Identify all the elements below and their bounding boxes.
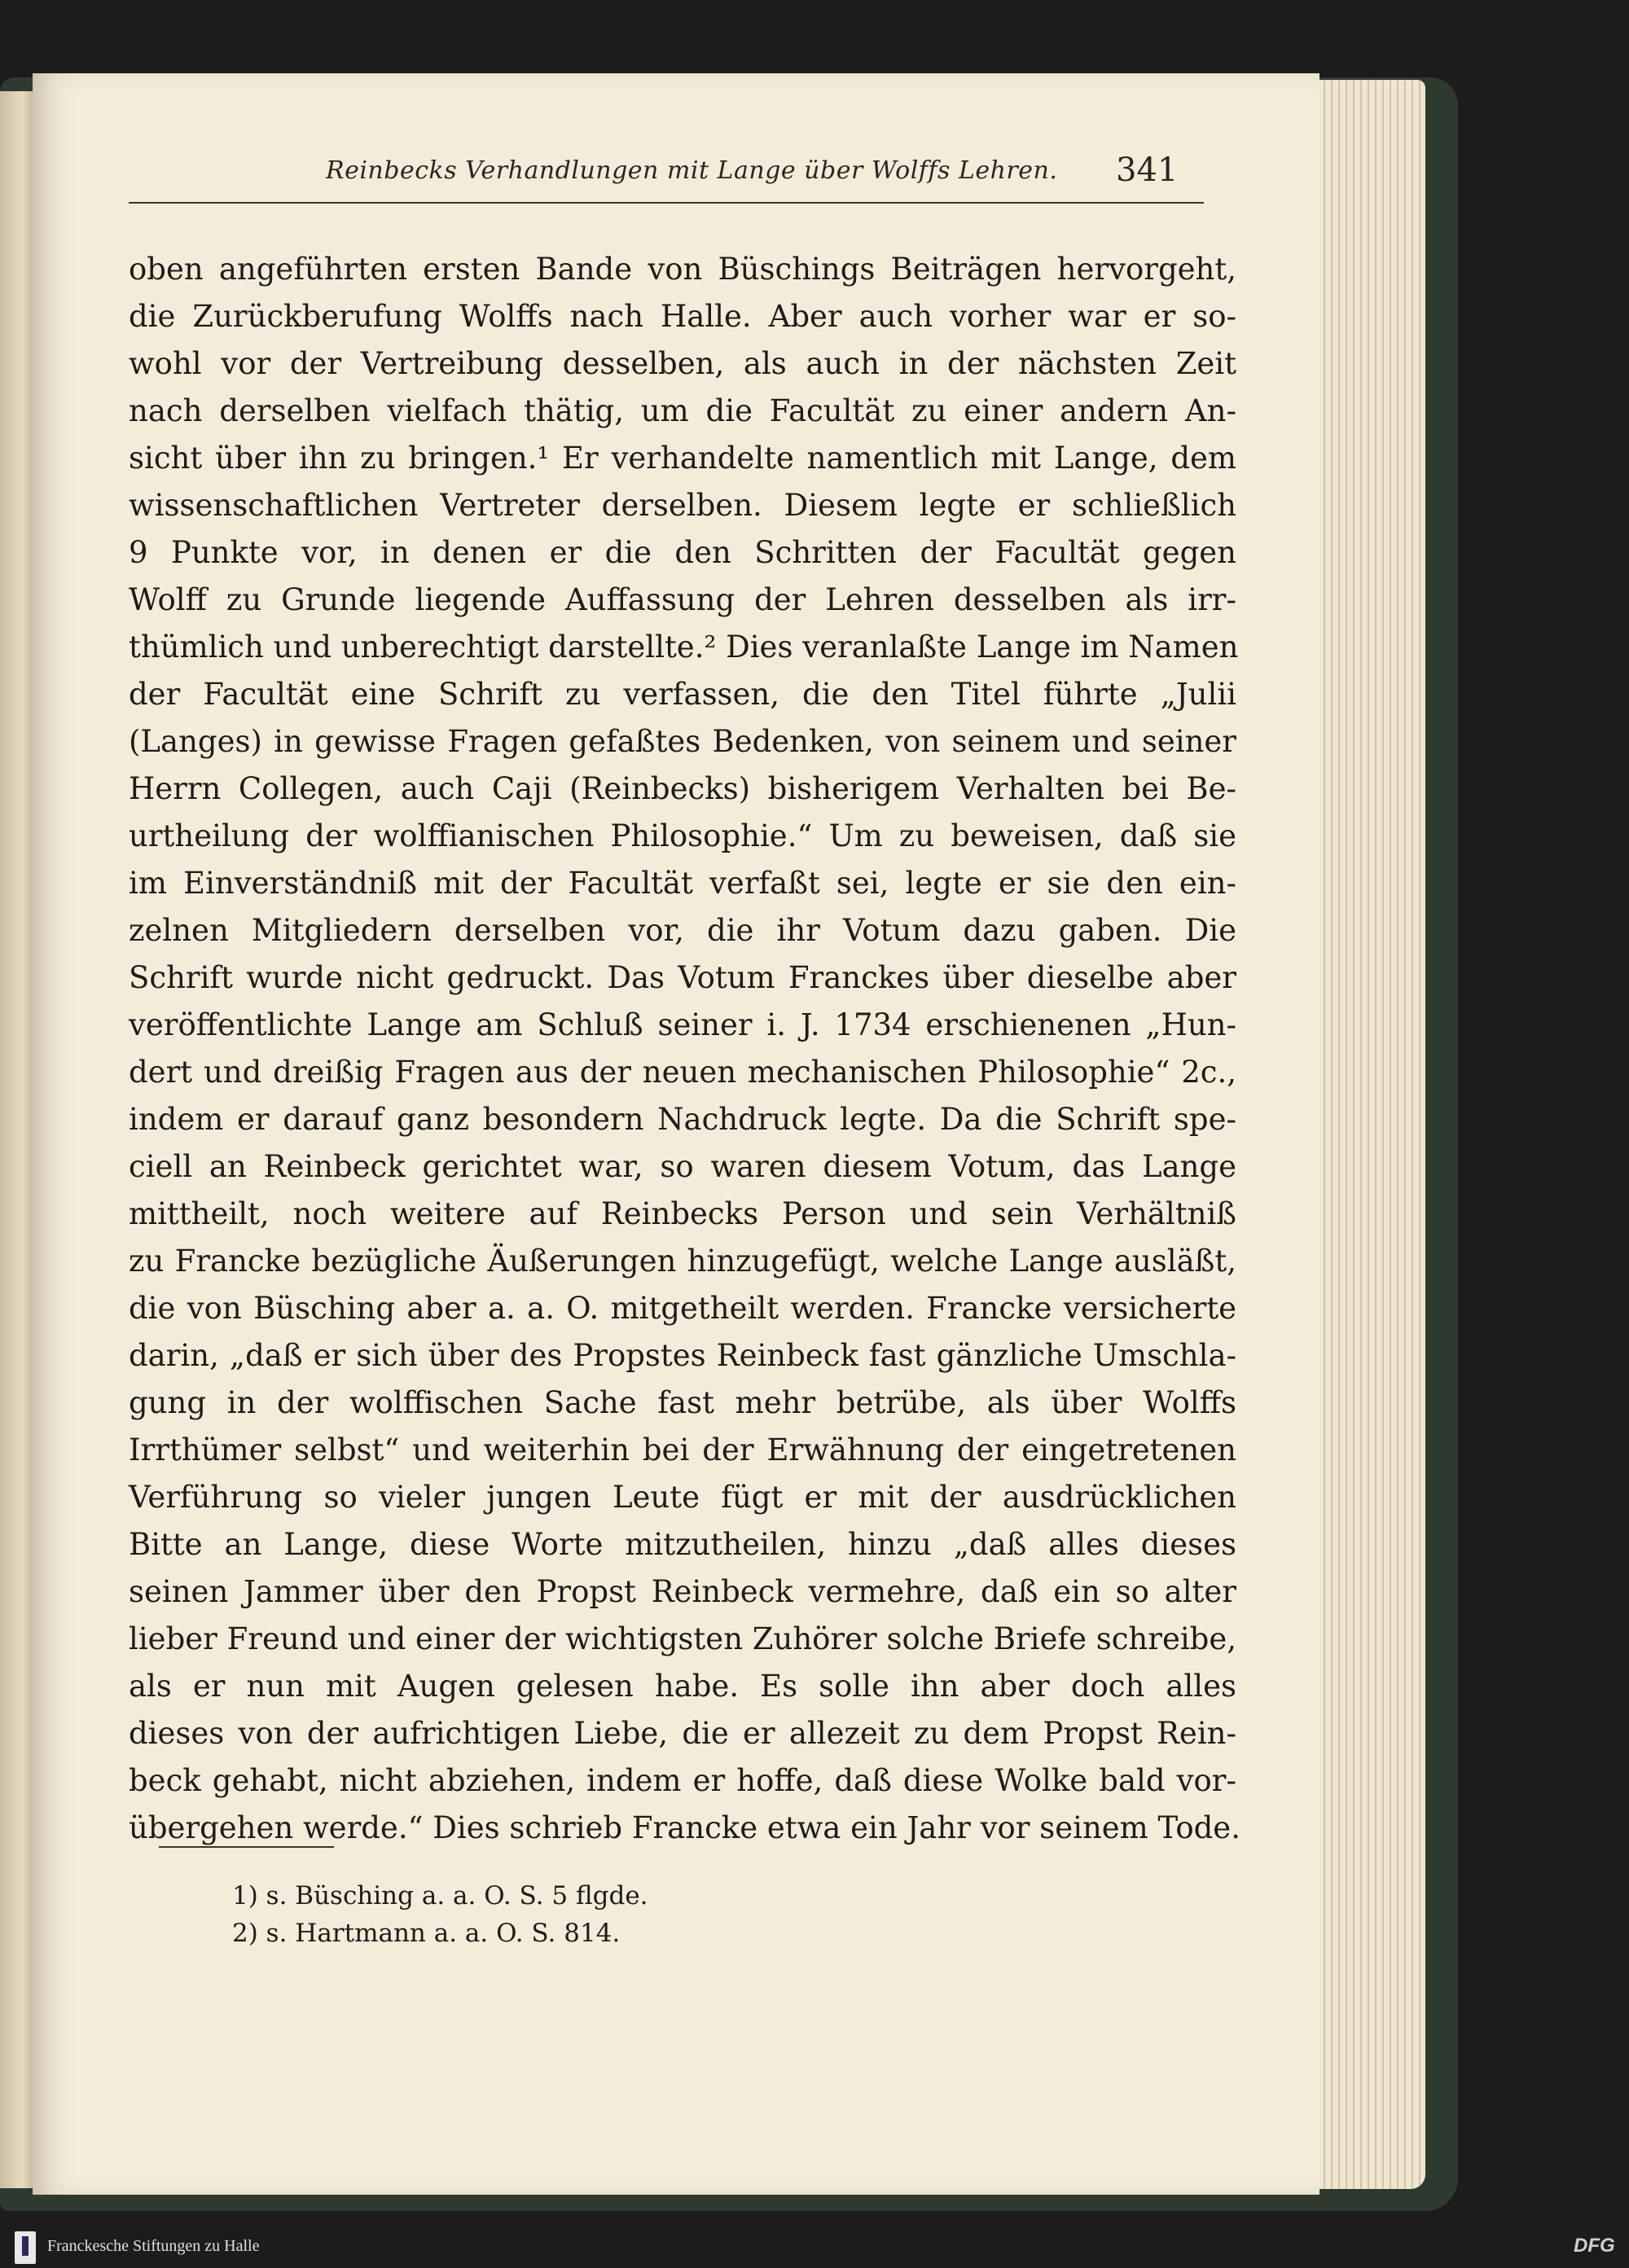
footnote-rule	[159, 1846, 334, 1848]
text-line: seinen Jammer über den Propst Reinbeck vermehre, daß ein so alter	[129, 1574, 1236, 1609]
text-line: wissenschaftlichen Vertreter derselben. Diesem legte er schließlich	[129, 488, 1236, 523]
text-line: urtheilung der wolffianischen Philosophie.“ Um zu beweisen, daß sie	[129, 818, 1236, 853]
text-line: Herrn Collegen, auch Caji (Reinbecks) bisherigem Verhalten bei Be-	[129, 771, 1236, 806]
running-head-title: Reinbecks Verhandlungen mit Lange über Wolffs Lehren.	[326, 156, 1058, 185]
text-line: wohl vor der Vertreibung desselben, als auch in der nächsten Zeit	[129, 346, 1236, 381]
book-page	[33, 73, 1319, 2195]
page-edges	[1303, 80, 1425, 2189]
text-line: zelnen Mitgliedern derselben vor, die ihr Votum dazu gaben. Die	[129, 913, 1236, 948]
body-text	[129, 246, 1240, 1852]
text-line: oben angeführten ersten Bande von Büschings Beiträgen hervorgeht,	[129, 252, 1236, 287]
text-line: sicht über ihn zu bringen.¹ Er verhandelte namentlich mit Lange, dem	[129, 441, 1236, 476]
text-line: die von Büsching aber a. a. O. mitgetheilt werden. Francke versicherte	[129, 1291, 1236, 1326]
text-line: ciell an Reinbeck gerichtet war, so waren diesem Votum, das Lange	[129, 1149, 1236, 1184]
text-line: Wolff zu Grunde liegende Auffassung der Lehren desselben als irr-	[129, 582, 1236, 617]
text-line: Bitte an Lange, diese Worte mitzutheilen, hinzu „daß alles dieses	[129, 1527, 1236, 1562]
text-line: thümlich und unberechtigt darstellte.² Dies veranlaßte Lange im Namen	[129, 630, 1239, 665]
text-line: der Facultät eine Schrift zu verfassen, die den Titel führte „Julii	[129, 677, 1236, 712]
text-line: darin, „daß er sich über des Propstes Reinbeck fast gänzliche Umschla-	[129, 1338, 1236, 1373]
text-line: mittheilt, noch weitere auf Reinbecks Person und sein Verhältniß	[129, 1196, 1236, 1231]
text-line: (Langes) in gewisse Fragen gefaßtes Bedenken, von seinem und seiner	[129, 724, 1236, 759]
text-line: indem er darauf ganz besondern Nachdruck legte. Da die Schrift spe-	[129, 1102, 1236, 1137]
text-line: Schrift wurde nicht gedruckt. Das Votum Franckes über dieselbe aber	[129, 960, 1236, 995]
text-line: Verführung so vieler jungen Leute fügt er mit der ausdrücklichen	[129, 1480, 1236, 1515]
text-line: nach derselben vielfach thätig, um die Facultät zu einer andern An-	[129, 393, 1236, 428]
header-rule	[129, 202, 1204, 204]
dfg-logo: DFG	[1574, 2235, 1615, 2257]
footnote-2: 2) s. Hartmann a. a. O. S. 814.	[232, 1919, 621, 1948]
institution-logo-icon	[15, 2231, 36, 2264]
text-line: lieber Freund und einer der wichtigsten Zuhörer solche Briefe schreibe,	[129, 1621, 1237, 1656]
text-line: als er nun mit Augen gelesen habe. Es solle ihn aber doch alles	[129, 1669, 1236, 1704]
text-line: veröffentlichte Lange am Schluß seiner i. J. 1734 erschienenen „Hun-	[129, 1007, 1236, 1042]
text-line: zu Francke bezügliche Äußerungen hinzugefügt, welche Lange ausläßt,	[129, 1244, 1236, 1279]
text-line: dert und dreißig Fragen aus der neuen mechanischen Philosophie“ 2c.,	[129, 1055, 1236, 1090]
institution-name: Franckesche Stiftungen zu Halle	[47, 2237, 260, 2255]
text-line: gung in der wolffischen Sache fast mehr betrübe, als über Wolffs	[129, 1385, 1236, 1420]
footnotes	[232, 1877, 648, 1952]
text-line: übergehen werde.“ Dies schrieb Francke etwa ein Jahr vor seinem Tode.	[129, 1810, 1240, 1845]
text-line: dieses von der aufrichtigen Liebe, die er allezeit zu dem Propst Rein-	[129, 1716, 1236, 1751]
text-line: die Zurückberufung Wolffs nach Halle. Aber auch vorher war er so-	[129, 299, 1236, 334]
text-line: 9 Punkte vor, in denen er die den Schritten der Facultät gegen	[129, 535, 1236, 570]
page-number: 341	[1116, 151, 1179, 189]
text-line: im Einverständniß mit der Facultät verfaßt sei, legte er sie den ein-	[129, 866, 1236, 901]
footnote-1: 1) s. Büsching a. a. O. S. 5 flgde.	[232, 1881, 648, 1910]
text-line: Irrthümer selbst“ und weiterhin bei der Erwähnung der eingetretenen	[129, 1432, 1236, 1467]
text-line: beck gehabt, nicht abziehen, indem er hoffe, daß diese Wolke bald vor-	[129, 1763, 1236, 1798]
